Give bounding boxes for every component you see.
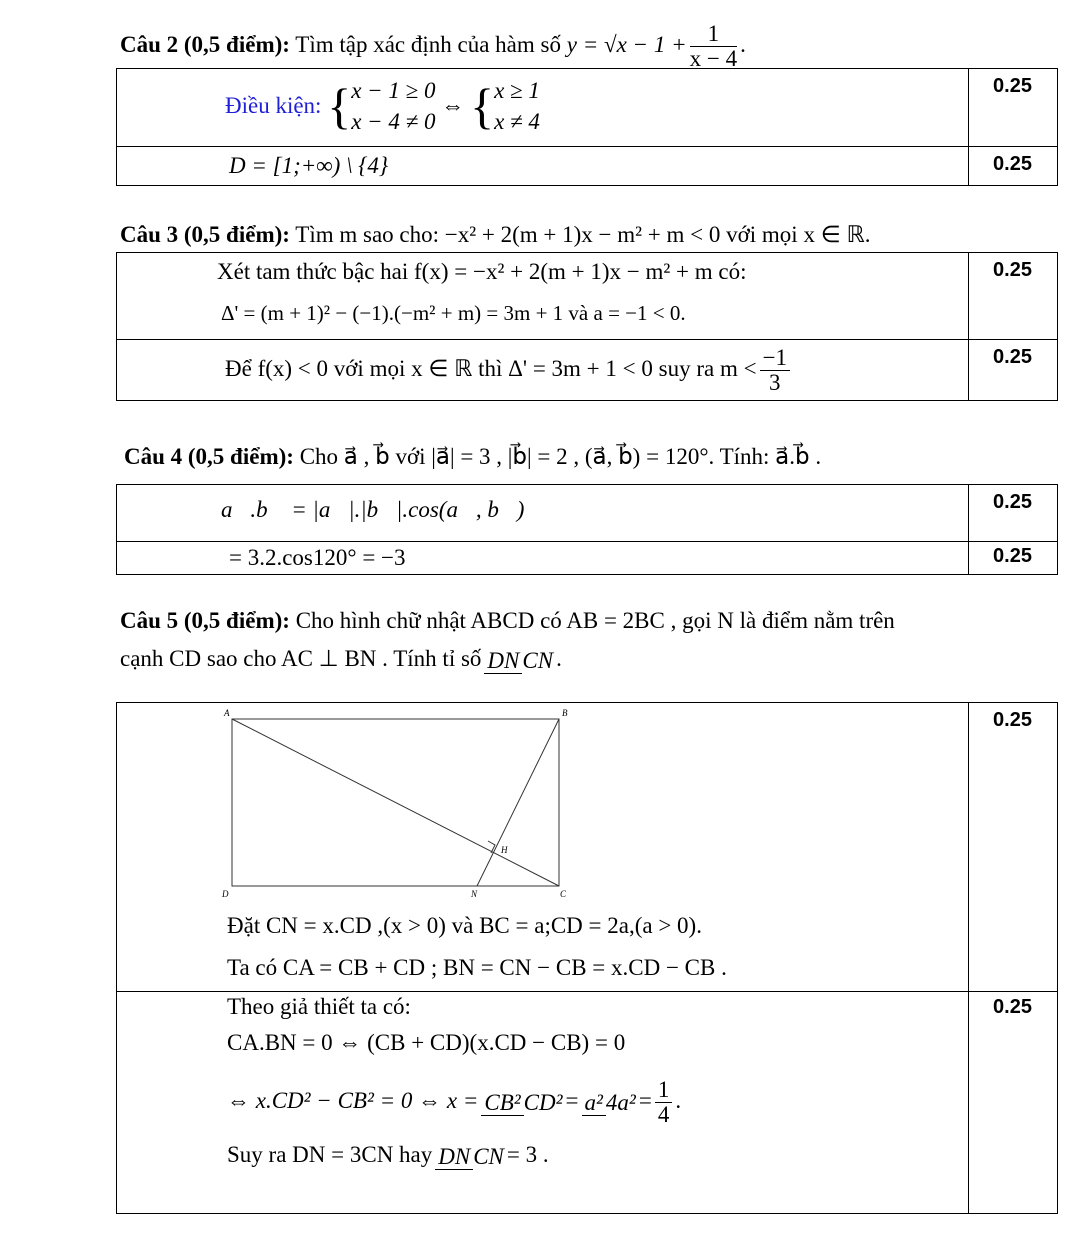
score: 0.25: [993, 709, 1032, 731]
dot-product-formula: a⃗.b⃗ = |a⃗|.|b⃗|.cos(a⃗, b⃗): [221, 497, 525, 522]
fraction-numerator: 1: [690, 22, 737, 47]
question-3-heading-line: [120, 222, 870, 248]
segment-bn: [477, 719, 559, 886]
answer-row: [117, 339, 1057, 400]
dot-product-zero-line: CA.BN = 0 ⇔ (CB + CD)(x.CD − CB) = 0: [227, 1030, 626, 1055]
score: 0.25: [993, 346, 1032, 368]
solve-x-line: ⇔ x.CD² − CB² = 0 ⇔ x = CB² CD² = a² 4a² = $\frac{1}{4}$ .: [227, 1077, 682, 1128]
question-5-line-2: cạnh CD sao cho AC ⊥ BN . Tính tỉ số DN CN .: [120, 646, 562, 673]
answer-row: Điều kiện: {x − 1 ≥ 0 x − 4 ≠ 0 ⇔ {x ≥ 1 x ≠ 4 0.25: [117, 69, 1057, 146]
score: 0.25: [993, 491, 1032, 513]
iff-symbol: ⇔: [441, 93, 465, 119]
condition-system-1: x − 1 ≥ 0 x − 4 ≠ 0: [351, 78, 436, 135]
answer-row: [117, 991, 1057, 1213]
score: 0.25: [993, 996, 1032, 1018]
rectangle-figure: [217, 709, 577, 899]
answer-row: [117, 541, 1057, 574]
question-2-formula: y = √x − 1 +: [566, 31, 687, 57]
question-2-heading-line: Câu 2 (0,5 điểm): Tìm tập xác định của hàm số y = √x − 1 + $\frac{1}{x - 4}$ .: [120, 21, 746, 72]
question-4-heading-line: [124, 444, 821, 470]
question-2-text: Tìm tập xác định của hàm số: [295, 31, 561, 57]
vector-relations-line: Ta có CA = CB + CD ; BN = CN − CB = x.CD − CB .: [227, 955, 727, 980]
fraction-denominator: x − 4: [689, 46, 738, 72]
answer-row: [117, 485, 1057, 541]
domain-result: D = [1;+∞) \ {4}: [229, 153, 389, 178]
question-4-label: Câu 4 (0,5 điểm):: [124, 444, 294, 469]
point-label-c: C: [560, 889, 567, 899]
score: 0.25: [993, 545, 1032, 567]
question-3-answer-table: [116, 252, 1058, 401]
score: 0.25: [993, 153, 1032, 175]
condition-conclusion: Để f(x) < 0 với mọi x ∈ ℝ thì Δ' = 3m + 1 < 0 suy ra m <: [225, 355, 757, 381]
question-3-label: Câu 3 (0,5 điểm):: [120, 222, 290, 247]
answer-row: [117, 253, 1057, 339]
conclusion-line: Suy ra DN = 3CN hay DN CN = 3 .: [227, 1142, 549, 1169]
question-2-fraction: [690, 22, 737, 71]
question-4-answer-table: [116, 484, 1058, 575]
question-3-text: Tìm m sao cho: −x² + 2(m + 1)x − m² + m < 0 với mọi x ∈ ℝ.: [295, 222, 871, 247]
question-4-text: Cho a⃗ , b⃗ với |a⃗| = 3 , |b⃗| = 2 , (a⃗, b⃗) = 120°. Tính: a⃗.b⃗ .: [299, 444, 822, 469]
point-label-n: N: [471, 889, 478, 899]
hypothesis-line: Theo giả thiết ta có:: [227, 994, 411, 1019]
question-2-answer-table: [116, 68, 1058, 186]
ratio-fraction: DN CN: [484, 648, 553, 674]
point-label-a: A: [224, 709, 230, 718]
m-bound-fraction: $\frac{-1}{3}$: [760, 346, 790, 395]
answer-row: [117, 703, 1057, 991]
score: 0.25: [993, 259, 1032, 281]
question-2-label: Câu 2 (0,5 điểm):: [120, 31, 290, 57]
question-5-answer-table: [116, 702, 1058, 1214]
quadratic-intro: Xét tam thức bậc hai f(x) = −x² + 2(m + 1)x − m² + m có:: [217, 259, 747, 284]
point-label-b: B: [562, 709, 568, 718]
question-5-label: Câu 5 (0,5 điểm):: [120, 608, 290, 633]
point-label-h: H: [501, 845, 508, 855]
question-5-text-1: Cho hình chữ nhật ABCD có AB = 2BC , gọi N là điểm nằm trên: [295, 608, 895, 633]
dot-product-result: = 3.2.cos120° = −3: [229, 545, 406, 570]
condition-label: Điều kiện:: [225, 93, 322, 119]
discriminant-line: Δ' = (m + 1)² − (−1).(−m² + m) = 3m + 1 và a = −1 < 0.: [221, 301, 686, 325]
question-5-text-2: cạnh CD sao cho AC ⊥ BN . Tính tỉ số: [120, 646, 482, 671]
answer-row: [117, 146, 1057, 185]
point-label-d: D: [222, 889, 229, 899]
question-5-heading-line: [120, 608, 895, 634]
condition-system-2: x ≥ 1 x ≠ 4: [494, 78, 540, 135]
score: 0.25: [993, 75, 1032, 97]
diagonal-ac: [232, 719, 559, 886]
setup-line: Đặt CN = x.CD ,(x > 0) và BC = a;CD = 2a,(a > 0).: [227, 913, 702, 938]
